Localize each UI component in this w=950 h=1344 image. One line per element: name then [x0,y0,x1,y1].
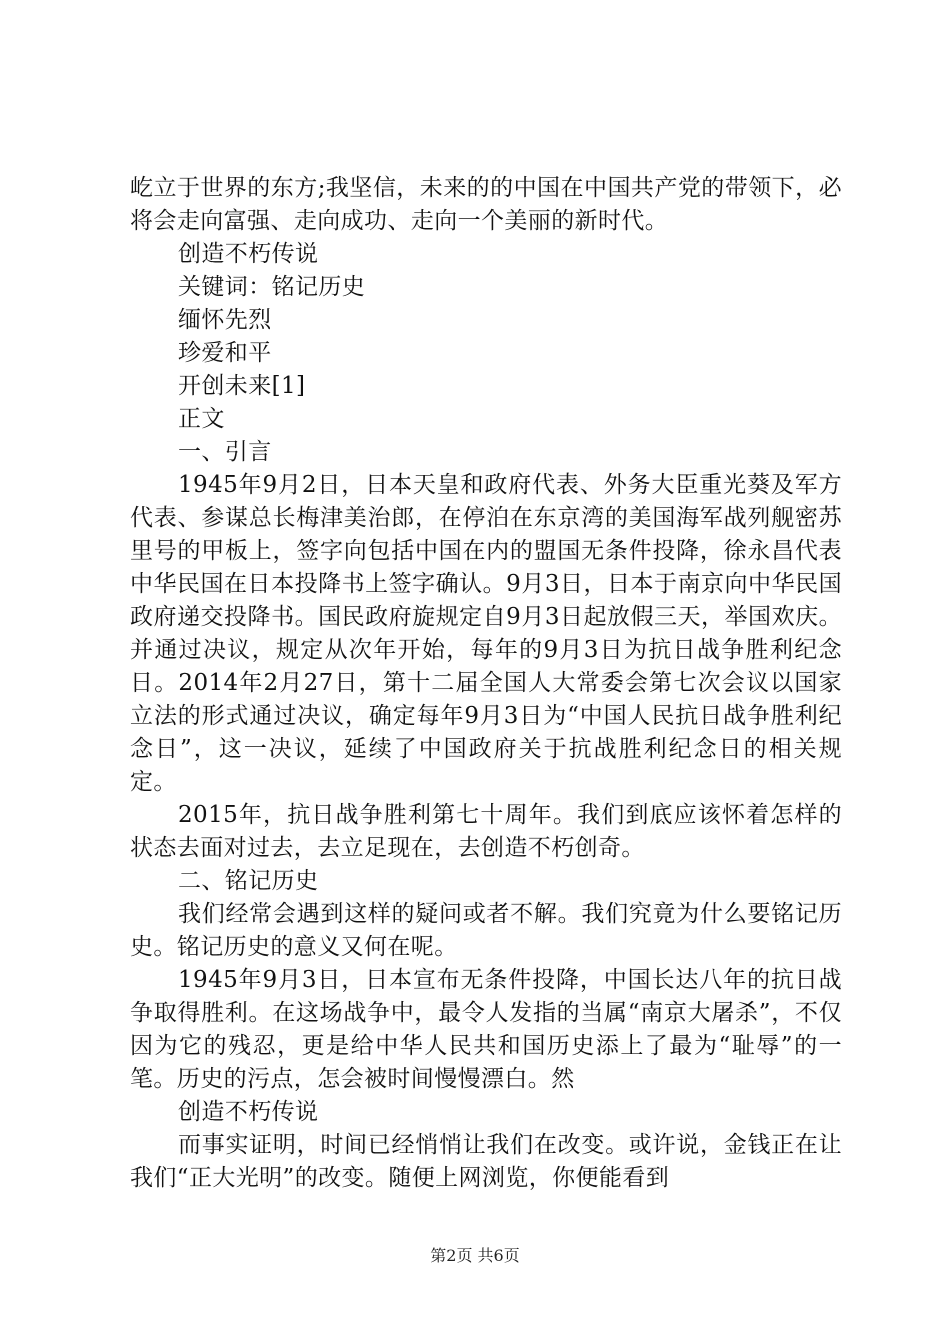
keyword-item: 缅怀先烈 [178,307,272,333]
section-heading-introduction: 一、引言 [178,439,272,465]
section-heading-body: 正文 [178,406,225,432]
repeated-title-line: 创造不朽传说 [178,1099,319,1125]
section-heading-remember-history: 二、铭记历史 [178,868,319,894]
paragraph: 1945年9月2日，日本天皇和政府代表、外务大臣重光葵及军方代表、参谋总长梅津美治郎，在停泊在东京湾的美国海军战列舰密苏里号的甲板上，签字向包括中国在内的盟国无条件投降，徐永昌代表中华民国在日本投降书上签字确认。9月3日，日本于南京向中华民国政府递交投降书。国民政府旋规定自9月3日起放假三天，举国欢庆。并通过决议，规定从次年开始，每年的9月3日为抗日战争胜利纪念日。2014年2月27日，第十二届全国人大常委会第七次会议以国家立法的形式通过决议，确定每年9月3日为“中国人民抗日战争胜利纪念日”，这一决议，延续了中国政府关于抗战胜利纪念日的相关规定。 [130,472,842,795]
paragraph: 而事实证明，时间已经悄悄让我们在改变。或许说，金钱正在让我们“正大光明”的改变。随便上网浏览，你便能看到 [130,1132,842,1191]
document-body [130,172,842,1195]
keyword-item: 开创未来[1] [178,373,306,399]
paragraph: 我们经常会遇到这样的疑问或者不解。我们究竟为什么要铭记历史。铭记历史的意义又何在呢。 [130,901,842,960]
page-footer [0,1243,950,1266]
paragraph: 2015年，抗日战争胜利第七十周年。我们到底应该怀着怎样的状态去面对过去，去立足现在，去创造不朽创奇。 [130,802,842,861]
repeated-title-line: 创造不朽传说 [178,241,319,267]
keywords-line: 关键词：铭记历史 [178,274,366,300]
paragraph: 1945年9月3日，日本宣布无条件投降，中国长达八年的抗日战争取得胜利。在这场战争中，最令人发指的当属“南京大屠杀”，不仅因为它的残忍，更是给中华人民共和国历史添上了最为“耻辱”的一笔。历史的污点，怎会被时间慢慢漂白。然 [130,967,842,1092]
paragraph-continuation: 屹立于世界的东方;我坚信，未来的的中国在中国共产党的带领下，必将会走向富强、走向成功、走向一个美丽的新时代。 [130,175,842,234]
page-number-label: 第2页 共6页 [430,1246,520,1265]
keyword-item: 珍爱和平 [178,340,272,366]
